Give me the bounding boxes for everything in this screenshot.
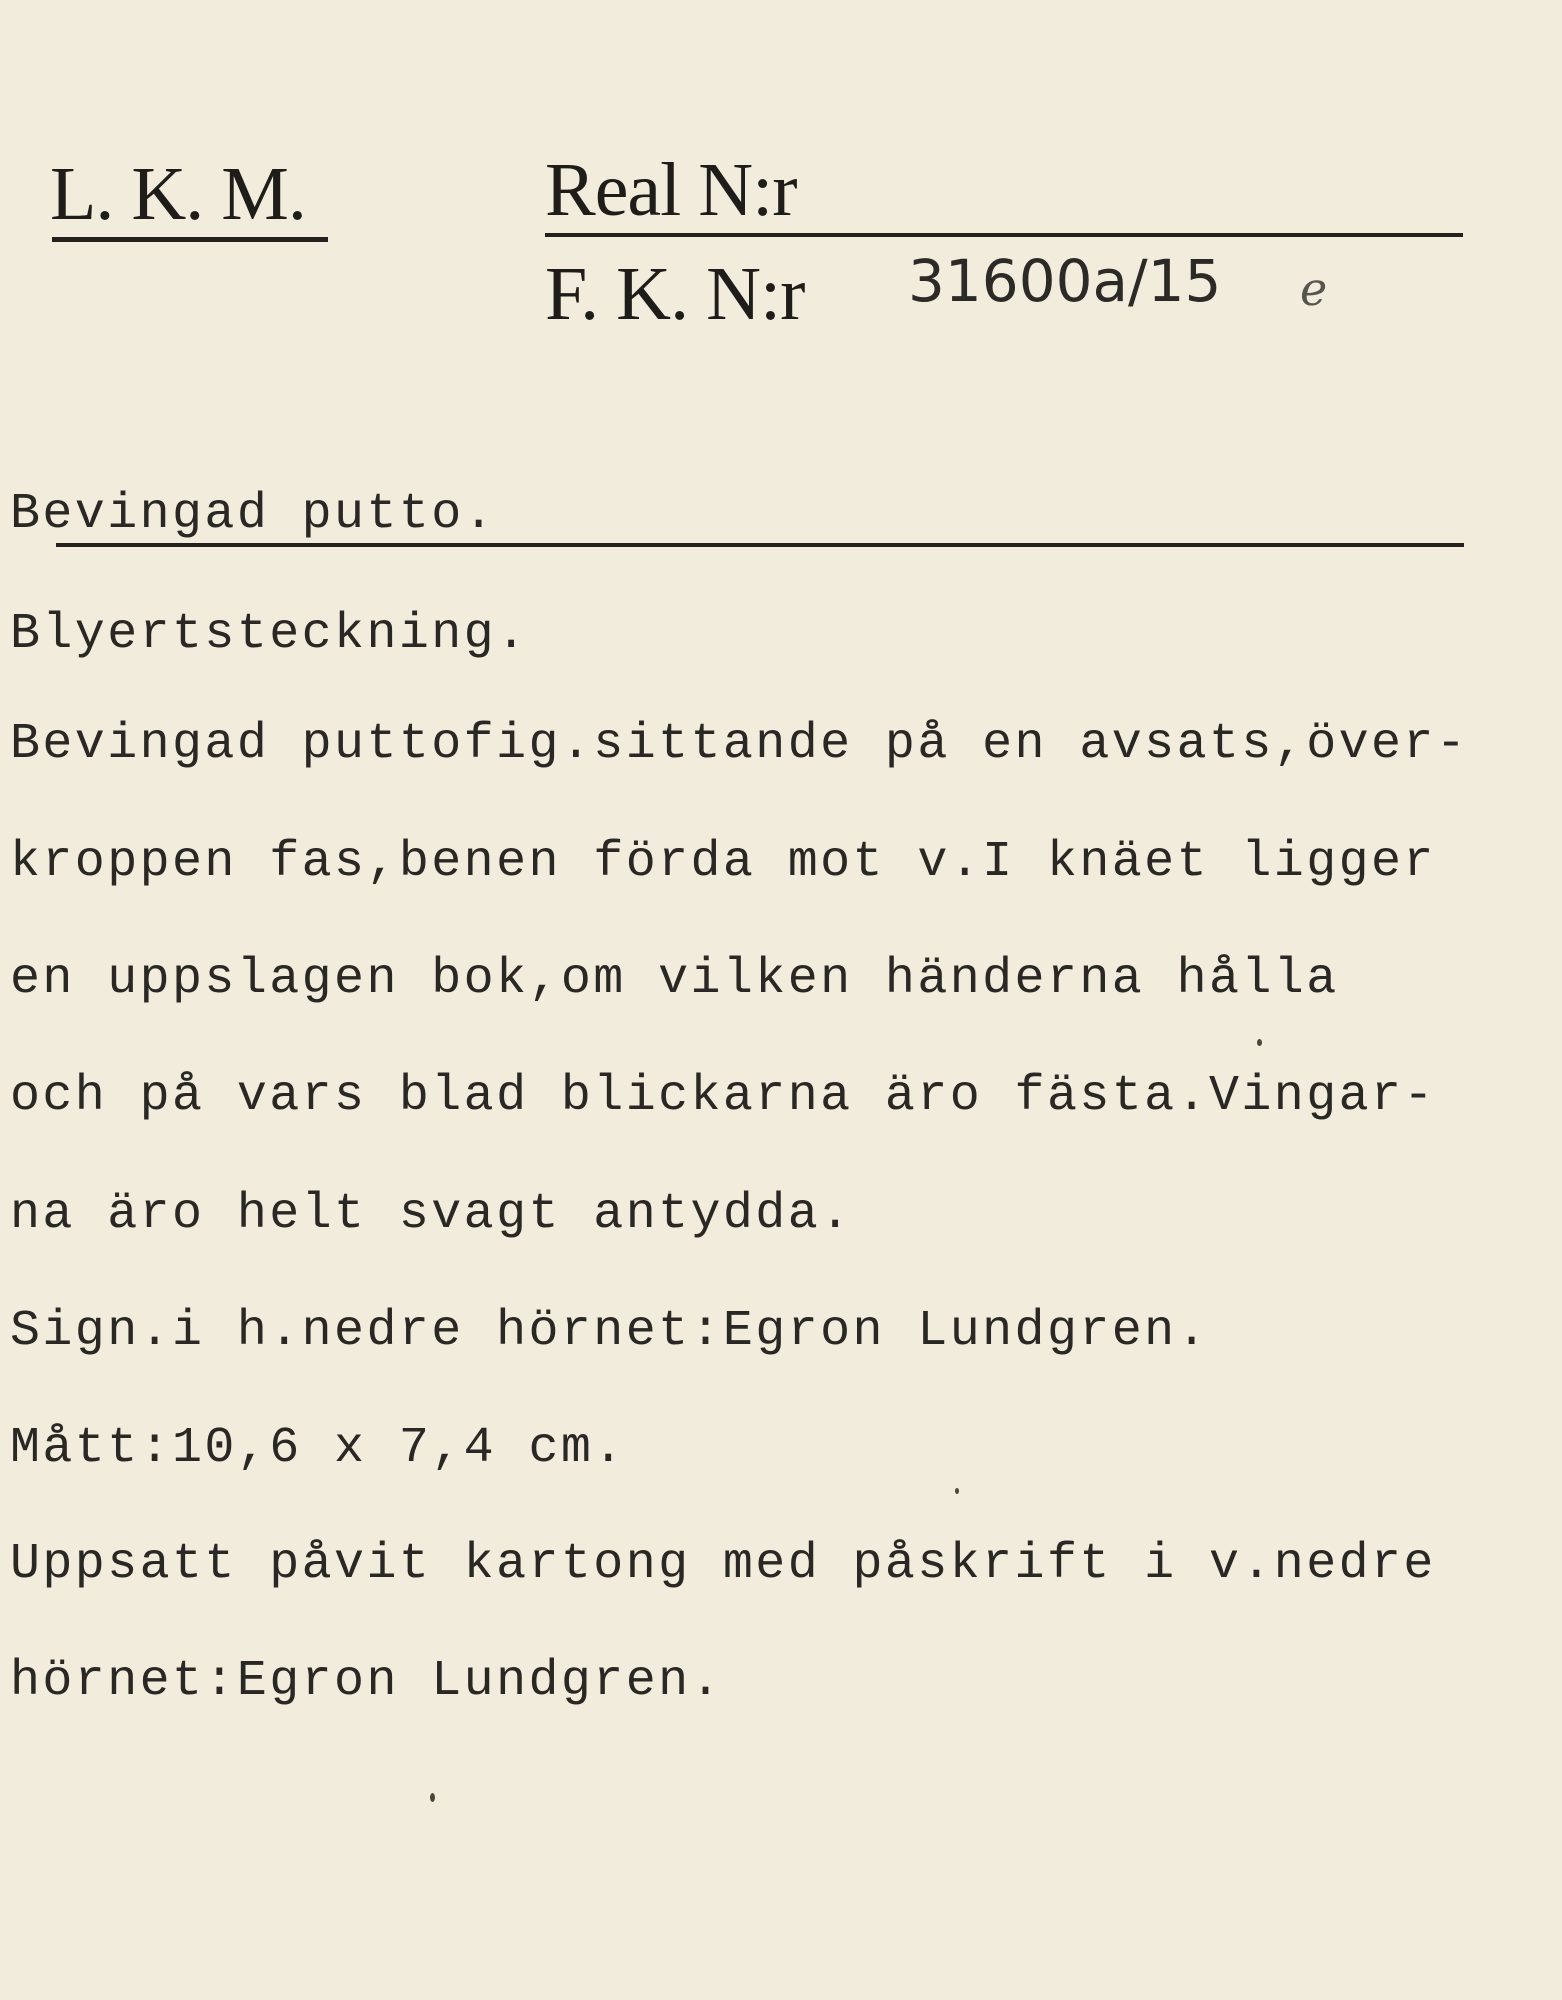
mounting-line: Uppsatt påvit kartong med påskrift i v.nedre	[10, 1536, 1436, 1593]
paper-speck	[430, 1793, 435, 1802]
description-line: en uppslagen bok,om vilken händerna hålla	[10, 951, 1339, 1008]
description-line: och på vars blad blickarna äro fästa.Vingar-	[10, 1068, 1436, 1125]
real-number-rule	[545, 233, 1463, 237]
paper-speck	[955, 1488, 959, 1494]
description-line: na äro helt svagt antydda.	[10, 1186, 853, 1243]
mounting-line: hörnet:Egron Lundgren.	[10, 1653, 723, 1710]
fk-number-label: F. K. N:r	[545, 252, 805, 336]
collection-underline	[52, 237, 328, 242]
title-underline	[56, 543, 1464, 547]
real-number-label: Real N:r	[545, 148, 797, 232]
description-line: kroppen fas,benen förda mot v.I knäet ligger	[10, 834, 1436, 891]
technique: Blyertsteckning.	[10, 606, 529, 663]
description-line: Bevingad puttofig.sittande på en avsats,över-	[10, 716, 1469, 773]
fk-number-value: 31600a/15	[908, 247, 1222, 315]
paper-speck	[1257, 1039, 1262, 1046]
signature-note: Sign.i h.nedre hörnet:Egron Lundgren.	[10, 1303, 1209, 1360]
corner-mark: e	[1300, 262, 1328, 316]
dimensions: Mått:10,6 x 7,4 cm.	[10, 1420, 626, 1477]
record-title: Bevingad putto.	[10, 486, 497, 543]
collection-label: L. K. M.	[50, 152, 306, 236]
